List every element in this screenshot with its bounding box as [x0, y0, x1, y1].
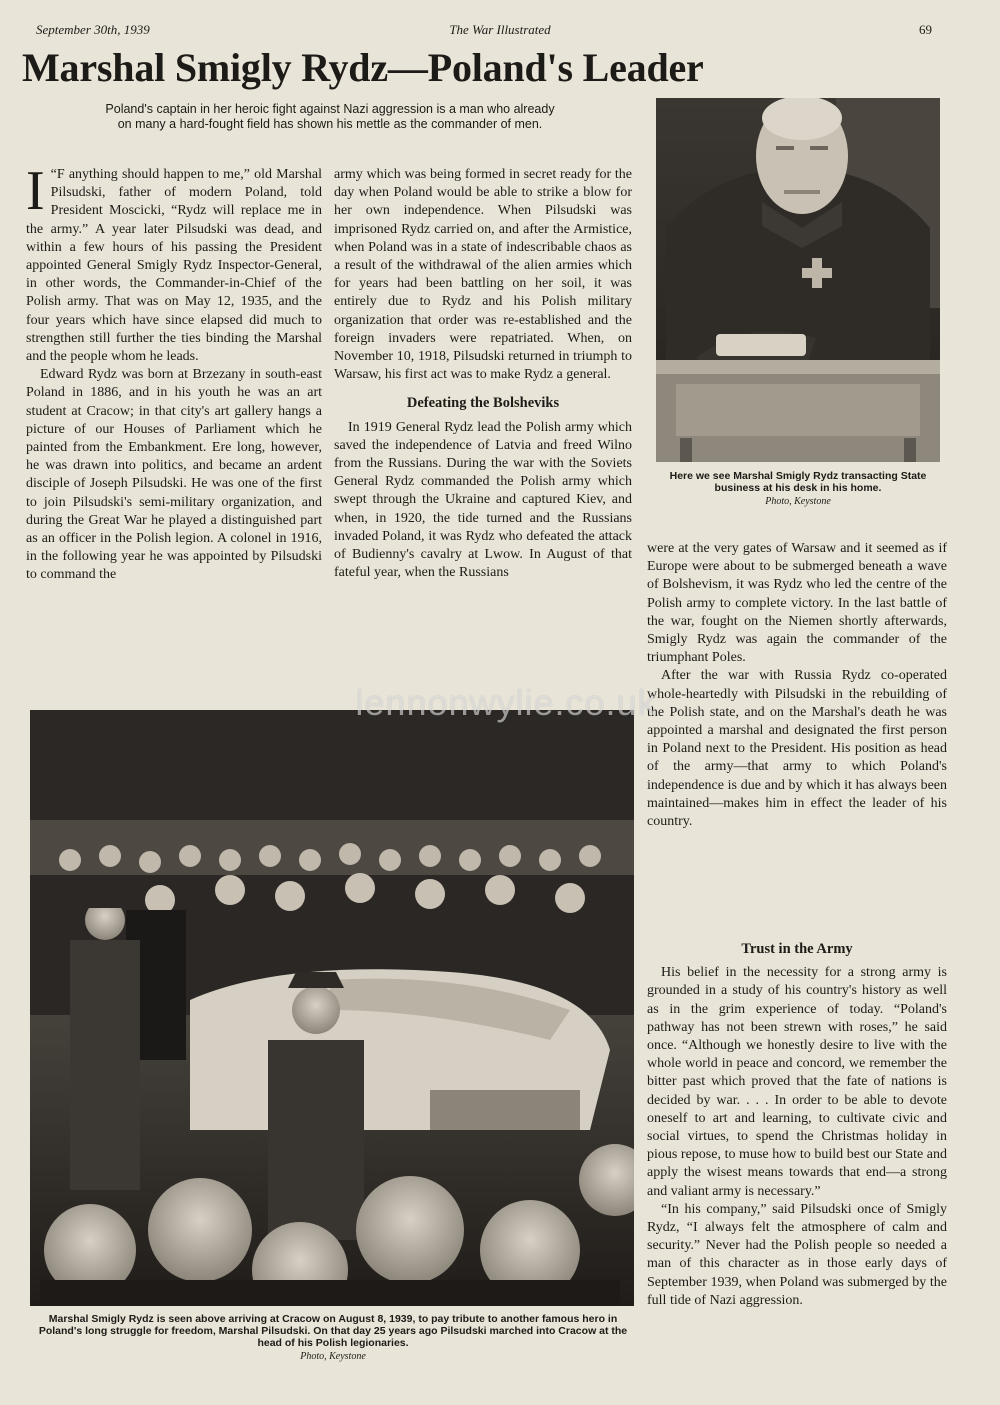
- subheading-trust-in-army: Trust in the Army: [741, 941, 853, 957]
- paragraph: His belief in the necessity for a strong army is grounded in a study of his country's history as well as in the grim experience of today. “Poland's pathway has not been strewn with roses,” he said once. “Although we honestly desire to live with the whole world in peace and concord, we remember the bitter past which proved that the fate of nations is decided by war. . . . In order to be able to devote oneself to art and learning, to cultivate civic and social virtues, to spend the Christmas holiday in pious repose, to muse how to build best our State and apply the wisest means towards that end—a strong and valiant army is necessary.”: [647, 965, 947, 1199]
- page-number: 69: [919, 22, 932, 37]
- portrait-caption: Here we see Marshal Smigly Rydz transacting State business at his desk in his home. Photo, Keystone: [656, 470, 940, 508]
- paragraph: were at the very gates of Warsaw and it seemed as if Europe were about to be submerged beneath a wave of Bolshevism, it was Rydz who led the centre of the Polish army to complete victory. In the last battle of the war, fought on the Niemen shortly afterwards, Smigly Rydz was again the commander of the triumphant Poles.: [647, 541, 947, 666]
- drop-cap: I: [26, 160, 45, 222]
- paragraph: “In his company,” said Pilsudski once of Smigly Rydz, “I always felt the atmosphere of calm and security.” Never had the Polish people so needed a man of this character as in those early days of September 1939, when Poland was submerged by the full tide of Nazi aggression.: [647, 1201, 947, 1308]
- article-standfirst: Poland's captain in her heroic fight against Nazi aggression is a man who already on many a hard-fought field has shown his mettle as the commander of men.: [105, 102, 555, 131]
- subheading-bolsheviks: Defeating the Bolsheviks: [406, 395, 560, 412]
- text-column-3-lower: [647, 940, 947, 1310]
- text-column-2: [334, 166, 632, 582]
- crowd-photo: [30, 710, 634, 1306]
- opening-paragraph: I “F anything should happen to me,” old Marshal Pilsudski, father of modern Poland, told President Moscicki, “Rydz will replace me in the army.” A year later Pilsudski was dead, and within a few hours of his passing the President appointed General Smigly Rydz Inspector-General, in other words, the Commander-in-Chief of the Polish army. That was on May 12, 1935, and the four years which have since elapsed did much to strengthen still further the ties binding the Marshal and the people whom he leads.: [26, 160, 322, 365]
- text-column-1: [26, 160, 322, 585]
- article-title: Marshal Smigly Rydz—Poland's Leader: [22, 45, 704, 90]
- portrait-photo: [656, 98, 940, 462]
- crowd-illustration: [30, 710, 634, 1306]
- paragraph: Edward Rydz was born at Brzezany in south-east Poland in 1886, and in his youth he was an art student at Cracow; in that city's art gallery hangs a picture of our Houses of Parliament which he painted from the Embankment. Ere long, however, he was drawn into politics, and became an ardent disciple of Joseph Pilsudski. He was one of the first to join Pilsudski's semi-military organization, and during the Great War he played a distinguished part as an officer in the Polish legion. A colonel in 1916, in the following year he was appointed by Pilsudski to command the: [26, 367, 322, 583]
- issue-date: September 30th, 1939: [36, 22, 150, 37]
- crowd-credit: Photo, Keystone: [300, 1351, 366, 1362]
- portrait-illustration: [656, 98, 940, 462]
- crowd-caption: Marshal Smigly Rydz is seen above arriving at Cracow on August 8, 1939, to pay tribute to another famous hero in Poland's long struggle for freedom, Marshal Pilsudski. On that day 25 years ago Pilsudski marched into Cracow at the head of his Polish legionaries. Photo, Keystone: [36, 1313, 630, 1363]
- watermark-text: lennonwylie.co.uk: [355, 682, 657, 723]
- publication-name: The War Illustrated: [449, 22, 551, 37]
- paragraph: In 1919 General Rydz lead the Polish army which saved the independence of Latvia and freed Wilno from the Russians. During the war with the Soviets General Rydz commanded the Polish army which swept through the Ukraine and captured Kiev, and when, in 1920, the tide turned and the Russians invaded Poland, it was Rydz who defeated the attack of Budienny's cavalry at Lwow. In August of that fateful year, when the Russians: [334, 419, 632, 581]
- paragraph: After the war with Russia Rydz co-operated whole-heartedly with Pilsudski in the rebuilding of the Polish state, and on the Marshal's death he was appointed a marshal and designated the first person in Poland next to the President. His position as head of the army—that army to which Poland's independence is due and by which it has always been maintained—makes him in effect the leader of his country.: [647, 668, 947, 830]
- paragraph: army which was being formed in secret ready for the day when Poland would be able to strike a blow for her own independence. When Pilsudski was imprisoned Rydz carried on, and after the Armistice, when Poland was in a state of indescribable chaos as a result of the withdrawal of the alien armies which for years had been battling on her soil, it was entirely due to Rydz and his Polish military organization that order was re-established and the foreign invaders were repatriated. When, on November 10, 1918, Pilsudski returned in triumph to Warsaw, his first act was to make Rydz a general.: [334, 167, 632, 383]
- portrait-credit: Photo, Keystone: [765, 496, 831, 507]
